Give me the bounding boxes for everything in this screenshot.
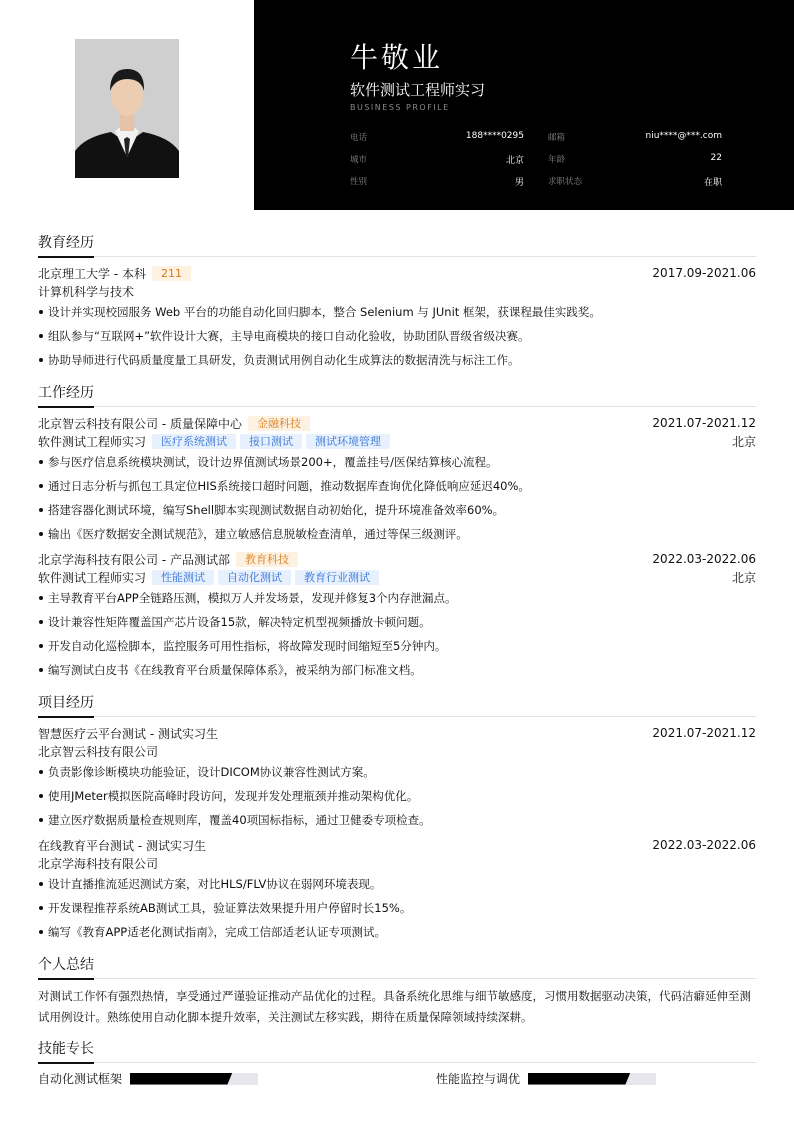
bullet-item: 设计并实现校园服务 Web 平台的功能自动化回归脚本，整合 Selenium 与 JUnit 框架，获课程最佳实践奖。 — [38, 300, 756, 324]
skill-level-fill — [528, 1073, 630, 1085]
info-row — [350, 170, 722, 192]
target-role: 软件测试工程师实习 — [350, 81, 486, 99]
bullet-list — [38, 872, 756, 944]
info-phone — [350, 131, 536, 143]
skill-item — [436, 1070, 756, 1087]
major: 计算机科学与技术 — [38, 284, 135, 299]
position-title: 软件测试工程师实习 — [38, 570, 147, 585]
skill-tag: 教育行业测试 — [295, 570, 379, 585]
bullet-item: 输出《医疗数据安全测试规范》，建立敏感信息脱敏检查清单，通过等保三级测评。 — [38, 522, 756, 546]
resume-body — [38, 232, 756, 1097]
project-name: 在线教育平台测试 - 测试实习生 — [38, 838, 206, 853]
position-title: 软件测试工程师实习 — [38, 434, 147, 449]
bullet-item: 组队参与“互联网+”软件设计大赛，主导电商模块的接口自动化验收，协助团队晋级省级决赛。 — [38, 324, 756, 348]
education-section — [38, 232, 756, 372]
skill-level-bar — [130, 1073, 258, 1085]
bullet-list — [38, 300, 756, 372]
entry-header — [38, 550, 756, 568]
summary-text: 对测试工作怀有强烈热情，享受通过严谨验证推动产品优化的过程。具备系统化思维与细节敏感度，习惯用数据驱动决策，代码洁癖延伸至测试用例设计。熟练使用自动化脚本提升效率，关注测试左移实践，期待在质量保障领域持续深耕。 — [38, 989, 751, 1024]
info-value: 188****0295 — [465, 131, 524, 141]
info-label: 电话 — [350, 133, 368, 143]
work-entry — [38, 550, 756, 682]
profile-photo — [75, 39, 179, 178]
projects-section — [38, 692, 756, 944]
info-value: niu****@***.com — [645, 131, 722, 141]
skill-name: 性能监控与调优 — [436, 1072, 521, 1086]
bullet-item: 主导教育平台APP全链路压测，模拟万人并发场景，发现并修复3个内存泄漏点。 — [38, 586, 756, 610]
contact-info-grid — [350, 126, 722, 192]
skill-level-bar — [528, 1073, 656, 1085]
work-city: 北京 — [731, 434, 756, 449]
school-name: 北京理工大学 - 本科 — [38, 266, 146, 281]
header-subtitle: BUSINESS PROFILE — [350, 103, 450, 112]
info-gender — [350, 175, 536, 188]
bullet-item: 搭建容器化测试环境，编写Shell脚本实现测试数据自动初始化，提升环境准备效率60%。 — [38, 498, 756, 522]
project-company: 北京智云科技有限公司 — [38, 744, 159, 759]
project-company-row — [38, 854, 756, 872]
entry-dates: 2017.09-2021.06 — [652, 266, 756, 280]
bullet-item: 通过日志分析与抓包工具定位HIS系统接口超时问题，推动数据库查询优化降低响应延迟40%。 — [38, 474, 756, 498]
section-title-text: 教育经历 — [38, 235, 94, 251]
info-city — [350, 153, 536, 166]
bullet-item: 编写测试白皮书《在线教育平台质量保障体系》，被采纳为部门标准文档。 — [38, 658, 756, 682]
info-value: 男 — [514, 177, 524, 188]
skill-tag: 医疗系统测试 — [152, 434, 236, 449]
section-title — [38, 692, 756, 717]
project-company-row — [38, 742, 756, 760]
info-label: 年龄 — [548, 155, 566, 165]
info-row — [350, 148, 722, 170]
work-city: 北京 — [731, 570, 756, 585]
skills-list — [38, 1070, 756, 1087]
info-status — [536, 175, 722, 188]
entry-header-left — [38, 415, 310, 432]
section-title — [38, 1038, 756, 1063]
section-title-text: 个人总结 — [38, 957, 94, 973]
skill-level-fill — [130, 1073, 232, 1085]
skill-tag: 测试环境管理 — [306, 434, 390, 449]
school-tag: 211 — [152, 266, 191, 281]
bullet-item: 开发自动化巡检脚本，监控服务可用性指标，将故障发现时间缩短至5分钟内。 — [38, 634, 756, 658]
entry-header — [38, 414, 756, 432]
person-photo-icon — [75, 39, 179, 178]
education-entry — [38, 264, 756, 372]
section-title-text: 项目经历 — [38, 695, 94, 711]
bullet-item: 设计兼容性矩阵覆盖国产芯片设备15款，解决特定机型视频播放卡顿问题。 — [38, 610, 756, 634]
bullet-item: 开发课程推荐系统AB测试工具，验证算法效果提升用户停留时长15%。 — [38, 896, 756, 920]
entry-dates: 2022.03-2022.06 — [652, 552, 756, 566]
info-label: 性别 — [350, 176, 368, 187]
info-label: 城市 — [350, 154, 368, 165]
bullet-item: 设计直播推流延迟测试方案，对比HLS/FLV协议在弱网环境表现。 — [38, 872, 756, 896]
info-value: 在职 — [703, 177, 722, 188]
company-name: 北京学海科技有限公司 - 产品测试部 — [38, 552, 230, 567]
position-left — [38, 433, 390, 450]
entry-header-left — [38, 265, 191, 282]
info-value: 北京 — [505, 155, 524, 166]
bullet-list — [38, 586, 756, 682]
photo-column — [0, 0, 254, 210]
company-name: 北京智云科技有限公司 - 质量保障中心 — [38, 416, 242, 431]
entry-header-left — [38, 551, 298, 568]
skill-tag: 接口测试 — [240, 434, 302, 449]
industry-tag: 教育科技 — [236, 552, 298, 567]
section-title-text: 技能专长 — [38, 1041, 94, 1057]
bullet-item: 参与医疗信息系统模块测试，设计边界值测试场景200+，覆盖挂号/医保结算核心流程。 — [38, 450, 756, 474]
work-section — [38, 382, 756, 682]
section-title-text: 工作经历 — [38, 385, 94, 401]
info-label: 求职状态 — [548, 176, 583, 187]
info-value: 22 — [710, 153, 722, 163]
info-row — [350, 126, 722, 148]
industry-tag: 金融科技 — [248, 416, 310, 431]
bullet-item: 负责影像诊断模块功能验证，设计DICOM协议兼容性测试方案。 — [38, 760, 756, 784]
info-age — [536, 153, 722, 165]
position-row — [38, 568, 756, 586]
bullet-list — [38, 760, 756, 832]
entry-dates: 2021.07-2021.12 — [652, 416, 756, 430]
position-row — [38, 432, 756, 450]
section-title — [38, 954, 756, 979]
skill-tag: 性能测试 — [152, 570, 214, 585]
major-row — [38, 282, 756, 300]
candidate-name: 牛敬业 — [350, 41, 444, 74]
summary-section — [38, 954, 756, 1028]
section-title — [38, 232, 756, 257]
skills-section — [38, 1038, 756, 1087]
skill-name: 自动化测试框架 — [38, 1072, 123, 1086]
project-entry — [38, 724, 756, 832]
entry-header — [38, 724, 756, 742]
header-info-panel — [254, 0, 794, 210]
project-entry — [38, 836, 756, 944]
bullet-item: 编写《教育APP适老化测试指南》，完成工信部适老认证专项测试。 — [38, 920, 756, 944]
entry-dates: 2021.07-2021.12 — [652, 726, 756, 740]
entry-dates: 2022.03-2022.06 — [652, 838, 756, 852]
work-entry — [38, 414, 756, 546]
bullet-item: 建立医疗数据质量检查规则库，覆盖40项国标指标，通过卫健委专项检查。 — [38, 808, 756, 832]
position-left — [38, 569, 379, 586]
bullet-list — [38, 450, 756, 546]
skill-tag: 自动化测试 — [218, 570, 291, 585]
entry-header — [38, 836, 756, 854]
info-email — [536, 131, 722, 143]
info-label: 邮箱 — [548, 133, 566, 143]
project-company: 北京学海科技有限公司 — [38, 856, 159, 871]
section-title — [38, 382, 756, 407]
resume-header — [0, 0, 794, 210]
bullet-item: 协助导师进行代码质量度量工具研发，负责测试用例自动化生成算法的数据清洗与标注工作。 — [38, 348, 756, 372]
bullet-item: 使用JMeter模拟医院高峰时段访问，发现并发处理瓶颈并推动架构优化。 — [38, 784, 756, 808]
project-name: 智慧医疗云平台测试 - 测试实习生 — [38, 726, 218, 741]
entry-header — [38, 264, 756, 282]
skill-item — [38, 1070, 358, 1087]
